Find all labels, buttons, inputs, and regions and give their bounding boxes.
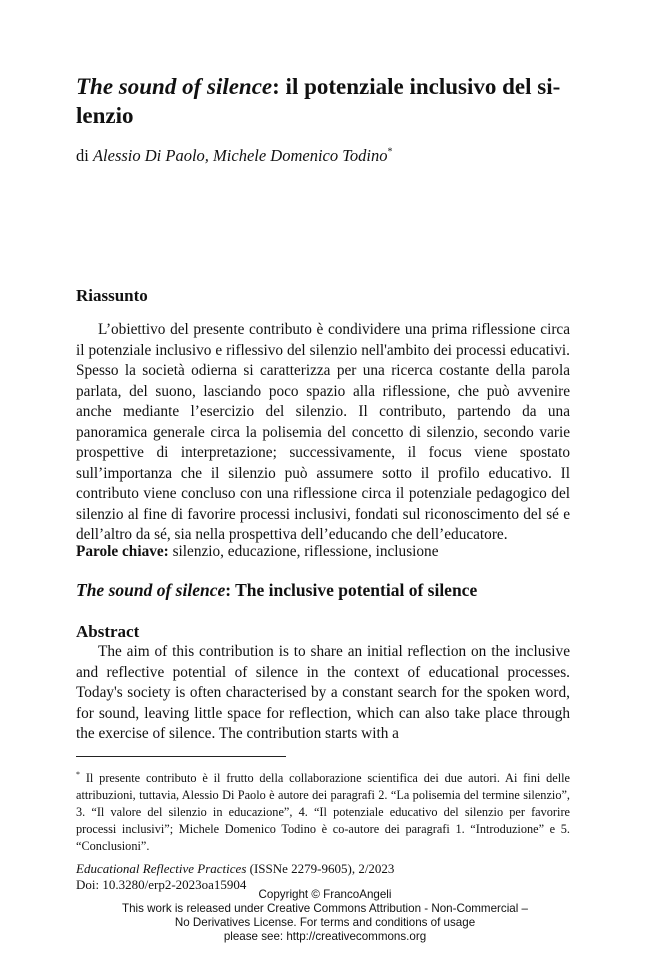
author-names: Alessio Di Paolo, Michele Domenico Todino [92,146,388,165]
footnote [76,766,570,855]
license-line-1: This work is released under Creative Commons Attribution - Non-Commercial – [122,902,528,915]
journal-name: Educational Reflective Practices [76,861,247,876]
english-title-rest: : The inclusive potential of silence [225,580,478,600]
article-title [76,72,570,130]
journal-issn: (ISSNe 2279-9605), 2/2023 [246,861,395,876]
english-title [76,580,477,601]
footnote-marker: * [76,770,80,779]
license-line-2: No Derivatives License. For terms and conditions of usage [174,916,476,929]
journal-citation [76,861,394,877]
abstract-paragraph: The aim of this contribution is to share an initial reflection on the inclusive and reflective potential of silence in the context of educational processes. Today's society is often characterised by a constant search for the spoken word, for sound, leaving little space for reflection, which can also take place through the exercise of silence. The contribution starts with a [76,643,570,742]
riassunto-paragraph: L’obiettivo del presente contributo è condividere una prima riflessione circa il potenziale inclusivo e riflessivo del silenzio nell'ambito dei processi educativi. Spesso la società odierna si caratterizza per una ricerca costante della parola parlata, del suono, lasciando poco spazio alla riflessione, che può avvenire anche mediante l’esercizio del silenzio. Il contributo, partendo da una panoramica generale circa la polisemia del concetto di silenzio, secondo varie prospettive di interpretazione; successivamente, il focus viene spostato sull’importanza che il silenzio può assumere sotto il profilo educativo. Il contributo viene concluso con una riflessione circa il potenziale pedagogico del silenzio al fine di favorire processi inclusivi, fondati sul riconoscimento del sé e dell’altro da sé, sia nella prospettiva dell’educando che dell’educatore. [76,321,570,543]
footnote-divider [76,756,286,757]
title-rest: : il potenziale inclusivo del silenzio [76,74,561,128]
keywords-label: Parole chiave: [76,543,169,560]
keywords-line [76,543,439,561]
author-line [76,146,393,166]
english-title-italic: The sound of silence [76,580,226,600]
footnote-text: Il presente contributo è il frutto della collaborazione scientifica dei due autori. Ai fini delle attribuzioni, tuttavia, Alessio Di Paolo è autore dei paragrafi 2. “La polisemia del termine silenzio”, 3. “Il valore del silenzio in educazione”, 4. “Il potenziale educativo del silenzio per favorire processi inclusivi”; Michele Domenico Todino è co-autore dei paragrafi 1. “Introduzione” e 5. “Conclusioni”. [76,771,570,854]
copyright-line: Copyright © FrancoAngeli [258,888,392,901]
author-footnote-marker: * [387,146,393,158]
license-block [0,888,650,944]
journal-doi: Doi: 10.3280/erp2-2023oa15904 [76,877,247,892]
author-prefix: di [76,146,93,165]
keywords-list: silenzio, educazione, riflessione, inclusione [168,543,439,560]
license-link: please see: http://creativecommons.org [223,930,427,943]
abstract-heading: Abstract [76,622,140,641]
title-italic-part: The sound of silence [76,74,273,99]
riassunto-heading: Riassunto [76,286,148,305]
